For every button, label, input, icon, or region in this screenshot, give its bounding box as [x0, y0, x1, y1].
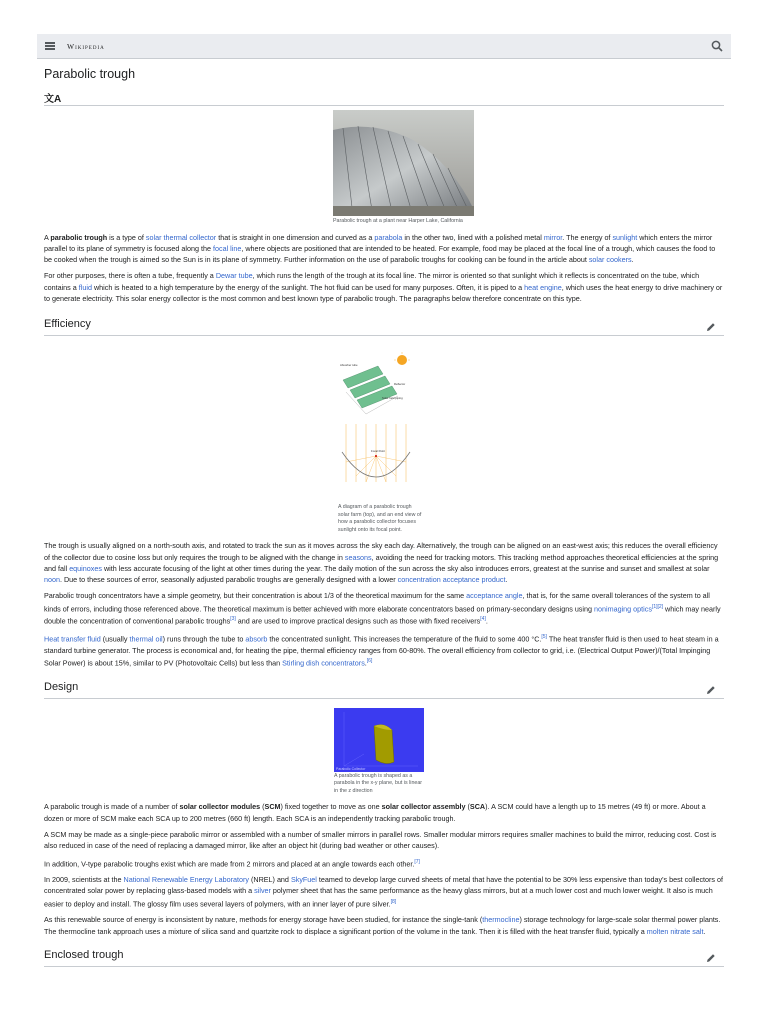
- text: In addition, V-type parabolic troughs exist which are made from 2 mirrors and placed at an angle towards each other.: [44, 858, 415, 868]
- intro-paragraph-1: [44, 232, 724, 266]
- link-equinoxes[interactable]: equinoxes: [69, 563, 102, 573]
- section-heading-enclosed-trough[interactable]: [44, 945, 724, 967]
- link-silver[interactable]: silver: [254, 886, 271, 896]
- wikipedia-wordmark[interactable]: Wikipedia: [67, 41, 105, 51]
- efficiency-paragraph-2: [44, 590, 724, 627]
- design-paragraph-1: [44, 801, 724, 824]
- design-paragraph-4: [44, 874, 724, 909]
- parabolic-trough-diagram[interactable]: [338, 352, 418, 502]
- pencil-edit-icon[interactable]: [706, 322, 716, 332]
- figure-trough-photo: [333, 110, 475, 226]
- efficiency-paragraph-1: [44, 540, 724, 585]
- text: ) runs through the tube to: [162, 634, 246, 644]
- bold-term: solar collector assembly: [381, 802, 466, 812]
- link-thermal-oil[interactable]: thermal oil: [129, 634, 163, 644]
- link-noon[interactable]: noon: [44, 575, 60, 585]
- section-title: Enclosed trough: [44, 949, 124, 962]
- text: .: [631, 255, 634, 265]
- search-icon[interactable]: [711, 40, 723, 52]
- link-focal-line[interactable]: focal line: [213, 243, 242, 253]
- text: For other purposes, there is often a tube, frequently a: [44, 271, 216, 281]
- page-title: Parabolic trough: [44, 67, 136, 81]
- text: .: [505, 575, 508, 585]
- text: , which runs the length of the trough at its focal line. The mirror is oriented so that sunlight which it reflects is concentrated on the tube, which contains a: [44, 271, 700, 292]
- hamburger-menu-icon[interactable]: [45, 42, 55, 50]
- diagram-label: Focal Point: [371, 449, 385, 454]
- citation-link[interactable]: [3]: [230, 616, 236, 623]
- link-molten-nitrate-salt[interactable]: molten nitrate salt: [646, 926, 704, 936]
- figure-caption: Parabolic trough at a plant near Harper Lake, California: [333, 218, 463, 224]
- bold-term: SCM: [264, 802, 281, 812]
- text: (: [465, 802, 470, 812]
- text: (NREL) and: [248, 875, 291, 885]
- text: , which uses the heat energy to drive machinery or to generate electricity. This solar energy collector is the most common and best known type of parabolic trough. The paragraphs below therefore concentrate on this type.: [44, 282, 723, 303]
- text: In 2009, scientists at the: [44, 875, 124, 885]
- text: that is straight in one dimension and curved as a: [216, 232, 375, 242]
- link-thermocline[interactable]: thermocline: [482, 915, 520, 925]
- text: , that is, for the same overall tolerances of the system to all kinds of errors, including those referenced above. The theoretical maximum is better achieved with more elaborate concentrators based on primary-secondary designs using: [44, 591, 710, 614]
- link-solar-thermal-collector[interactable]: solar thermal collector: [145, 232, 217, 242]
- top-bar: [37, 34, 731, 59]
- link-heat-transfer-fluid[interactable]: Heat transfer fluid: [44, 634, 101, 644]
- text: The trough is usually aligned on a north-south axis, and rotated to track the sun as it moves across the sky each day. Alternatively, the trough can be aligned on an east-west axis; this reduces the overall efficiency of the collector due to cosine loss but only requires the trough to be aligned with the change in: [44, 541, 718, 562]
- text: A parabolic trough is made of a number of: [44, 802, 180, 812]
- citation-link[interactable]: [1][2]: [651, 603, 664, 610]
- link-sunlight[interactable]: sunlight: [612, 232, 638, 242]
- text: ) fixed together to move as one: [280, 802, 382, 812]
- section-heading-efficiency[interactable]: [44, 314, 724, 336]
- text: . The energy of: [562, 232, 613, 242]
- text: ). A SCM could have a length up to 15 metres (49 ft) or more. About a dozen or more of SCM make each SCA up to 200 metres (660 ft) length. Each SCA is an independently tracking parabolic trough.: [44, 802, 706, 823]
- link-heat-engine[interactable]: heat engine: [524, 282, 562, 292]
- text: .: [703, 926, 706, 936]
- link-skyfuel[interactable]: SkyFuel: [290, 875, 317, 885]
- pencil-edit-icon[interactable]: [706, 685, 716, 695]
- link-parabola[interactable]: parabola: [374, 232, 403, 242]
- text: .: [485, 616, 488, 626]
- trough-photo[interactable]: [333, 110, 474, 216]
- text: which may nearly double the concentration of conventional parabolic troughs: [44, 604, 721, 626]
- citation-link[interactable]: [6]: [366, 658, 373, 665]
- text: polymer sheet that has the same performance as the heavy glass mirrors, but at a much lower cost and much lower weight. It also is much easier to deploy and install. The glossy film uses several layers of polymers, with an inner layer of pure silver.: [44, 886, 713, 909]
- figure-caption: A diagram of a parabolic trough solar farm (top), and an end view of how a parabolic collector focuses sunlight onto its focal point.: [338, 504, 422, 533]
- text: which is heated to a high temperature by the energy of the sunlight. The hot fluid can be used for many purposes. Often, it is piped to a: [91, 282, 525, 292]
- text: is a type of: [107, 232, 146, 242]
- text: teamed to develop large curved sheets of metal that have the potential to be 30% less expensive than today's best collectors of concentrated solar power by replacing glass-based models with a: [44, 875, 724, 896]
- figure-efficiency-diagram: [338, 352, 422, 534]
- text: A: [44, 232, 51, 242]
- figure-design-plot: [334, 708, 426, 796]
- link-absorb[interactable]: absorb: [245, 634, 268, 644]
- section-title: Efficiency: [44, 318, 91, 331]
- text: (usually: [100, 634, 130, 644]
- link-acceptance-angle[interactable]: acceptance angle: [466, 591, 523, 601]
- diagram-label: Absorber tube: [340, 363, 358, 368]
- design-paragraph-5: [44, 914, 724, 937]
- link-mirror[interactable]: mirror: [543, 232, 563, 242]
- link-seasons[interactable]: seasons: [344, 552, 372, 562]
- section-title: Design: [44, 680, 79, 693]
- diagram-label: Reflector: [394, 382, 406, 387]
- link-stirling-dish-concentrators[interactable]: Stirling dish concentrators: [282, 658, 365, 668]
- text: and are used to improve practical designs such as those with fixed receivers: [235, 616, 481, 626]
- text: As this renewable source of energy is inconsistent by nature, methods for energy storage have been studied, for instance the single-tank (: [44, 915, 483, 925]
- text: .: [364, 658, 367, 668]
- text: Parabolic trough concentrators have a simple geometry, but their concentration is about 1/3 of the theoretical maximum for the same: [44, 591, 467, 601]
- text: . Due to these sources of error, seasonally adjusted parabolic troughs are generally designed with a lower: [60, 575, 398, 585]
- text: with less accurate focusing of the light at other times during the year. The daily motion of the sun across the sky also introduces errors, greatest at the sunrise and sunset and smallest at solar: [101, 563, 710, 573]
- language-icon[interactable]: 文A: [44, 94, 62, 105]
- text: the concentrated sunlight. This increases the temperature of the fluid to some 400 °C.: [267, 634, 542, 644]
- bold-term: SCA: [469, 802, 486, 812]
- intro-paragraph-2: [44, 270, 724, 304]
- link-dewar-tube[interactable]: Dewar tube: [215, 271, 253, 281]
- plot-label: Parabolic Collector: [336, 766, 366, 771]
- figure-caption: A parabolic trough is shaped as a parabola in the x-y plane, but is linear in the z direction: [334, 772, 423, 794]
- diagram-label: Solar field piping: [382, 396, 403, 401]
- parabolic-collector-plot[interactable]: [334, 708, 424, 772]
- citation-link[interactable]: [7]: [414, 858, 420, 865]
- link-concentration-acceptance-product[interactable]: concentration acceptance product: [397, 575, 506, 585]
- pencil-edit-icon[interactable]: [706, 953, 716, 963]
- article-content: [44, 60, 724, 967]
- link-nonimaging-optics[interactable]: nonimaging optics: [594, 604, 652, 614]
- text: , where objects are positioned that are intended to be heated. For example, food may be placed at the focal line of a trough, which causes the food to be cooked when the trough is aimed so the Sun is in its plane of symmetry. Further information on the use of parabolic troughs for cooking can be found in the article about: [44, 243, 716, 265]
- link-nrel[interactable]: National Renewable Energy Laboratory: [123, 875, 249, 885]
- link-solar-cookers[interactable]: solar cookers: [588, 255, 632, 265]
- citation-link[interactable]: [4]: [480, 616, 486, 623]
- efficiency-paragraph-3: [44, 632, 724, 669]
- citation-link[interactable]: [5]: [541, 634, 547, 641]
- design-paragraph-3: [44, 857, 724, 870]
- text: The heat transfer fluid is then used to heat steam in a standard turbine generator. The process is economical and, for heating the pipe, thermal efficiency ranges from 60-80%. The overall efficiency from collector to grid, i.e. (Electrical Output Power)/(Total Impinging Solar Power) is about 15%, similar to PV (Photovoltaic Cells) but less than: [44, 634, 719, 668]
- text: , avoiding the need for tracking motors. This tracking method approaches theoretical efficiencies at the spring and fall: [44, 552, 719, 573]
- text: (: [260, 802, 265, 812]
- text: ) storage technology for large-scale solar thermal power plants. The thermocline tank approach uses a mixture of silica sand and quartzite rock to displace a significant portion of the volume in the tank. Then it is filled with the heat transfer fluid, typically a: [44, 915, 721, 936]
- citation-link[interactable]: [8]: [390, 898, 397, 905]
- language-row: [44, 89, 724, 106]
- text: in the other two, lined with a polished metal: [402, 232, 544, 242]
- design-paragraph-2: A SCM may be made as a single-piece parabolic mirror or assembled with a number of smaller mirrors in parallel rows. Smaller modular mirrors requires smaller machines to build the mirror, reducing cost. Cost is also reduced in case of the need of replacing a damaged mirror, like after an object hit (during bad weather or other causes).: [44, 829, 717, 851]
- bold-term: solar collector modules: [179, 802, 261, 812]
- link-fluid[interactable]: fluid: [78, 282, 92, 292]
- text: which enters the mirror parallel to its plane of symmetry is focused along the: [44, 232, 713, 253]
- section-heading-design[interactable]: [44, 677, 724, 699]
- bold-term: parabolic trough: [50, 232, 108, 242]
